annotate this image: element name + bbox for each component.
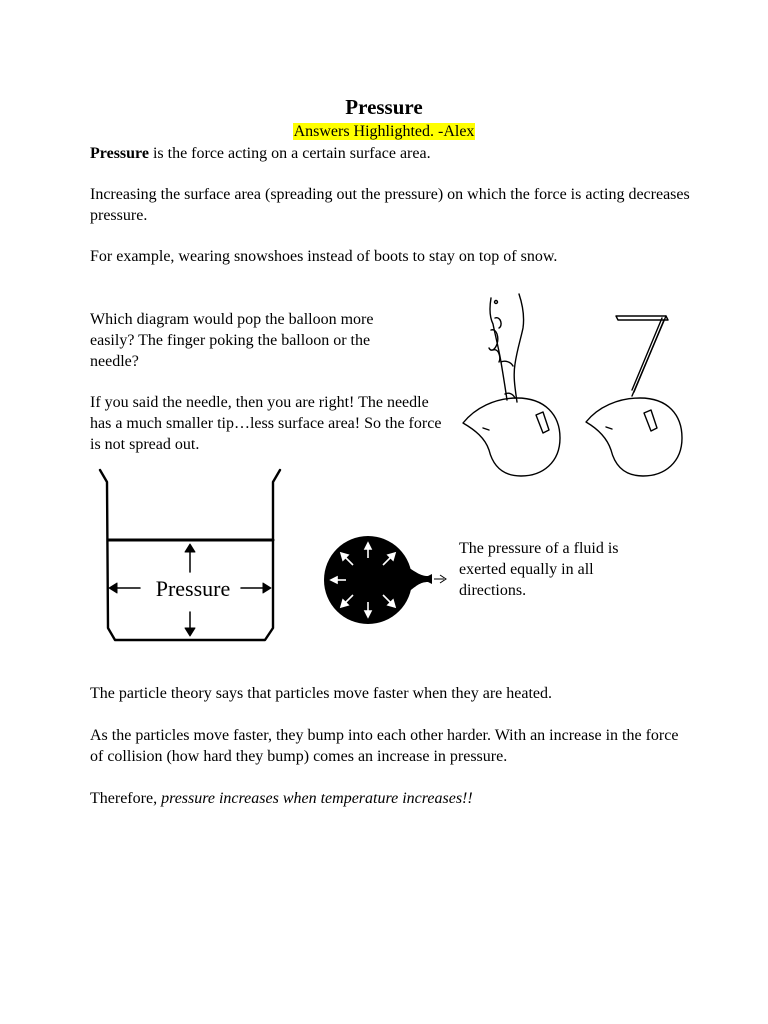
definition-term: Pressure bbox=[90, 145, 149, 162]
example-paragraph: For example, wearing snowshoes instead of boots to stay on top of snow. bbox=[90, 248, 558, 265]
definition-rest: is the force acting on a certain surface area. bbox=[148, 145, 431, 162]
needle-balloon-illustration bbox=[580, 310, 690, 480]
beaker-pressure-label: Pressure bbox=[155, 576, 231, 601]
definition-paragraph bbox=[90, 143, 690, 164]
finger-balloon-illustration bbox=[455, 290, 575, 480]
particle-theory-paragraph: The particle theory says that particles move faster when they are heated. bbox=[90, 685, 553, 702]
conclusion-lead: Therefore, bbox=[90, 790, 162, 807]
fluid-pressure-balloon bbox=[320, 532, 455, 632]
surface-area-paragraph: Increasing the surface area (spreading out the pressure) on which the force is acting decreases pressure. bbox=[90, 186, 690, 224]
fluid-pressure-text: The pressure of a fluid is exerted equally in all directions. bbox=[459, 540, 619, 599]
question-paragraph: Which diagram would pop the balloon more easily? The finger poking the balloon or the needle? bbox=[90, 311, 374, 370]
highlight-note bbox=[0, 121, 768, 142]
conclusion-paragraph bbox=[90, 788, 690, 809]
particles-faster-paragraph: As the particles move faster, they bump into each other harder. With an increase in the force of collision (how hard they bump) comes an increase in pressure. bbox=[90, 727, 679, 765]
answer-paragraph: If you said the needle, then you are right! The needle has a much smaller tip…less surface area! So the force is not spread out. bbox=[90, 394, 442, 453]
beaker-diagram bbox=[95, 468, 285, 646]
highlight-text: Answers Highlighted. -Alex bbox=[293, 123, 475, 140]
page-title: Pressure bbox=[345, 95, 423, 119]
conclusion-italic: pressure increases when temperature increases!! bbox=[161, 790, 473, 807]
